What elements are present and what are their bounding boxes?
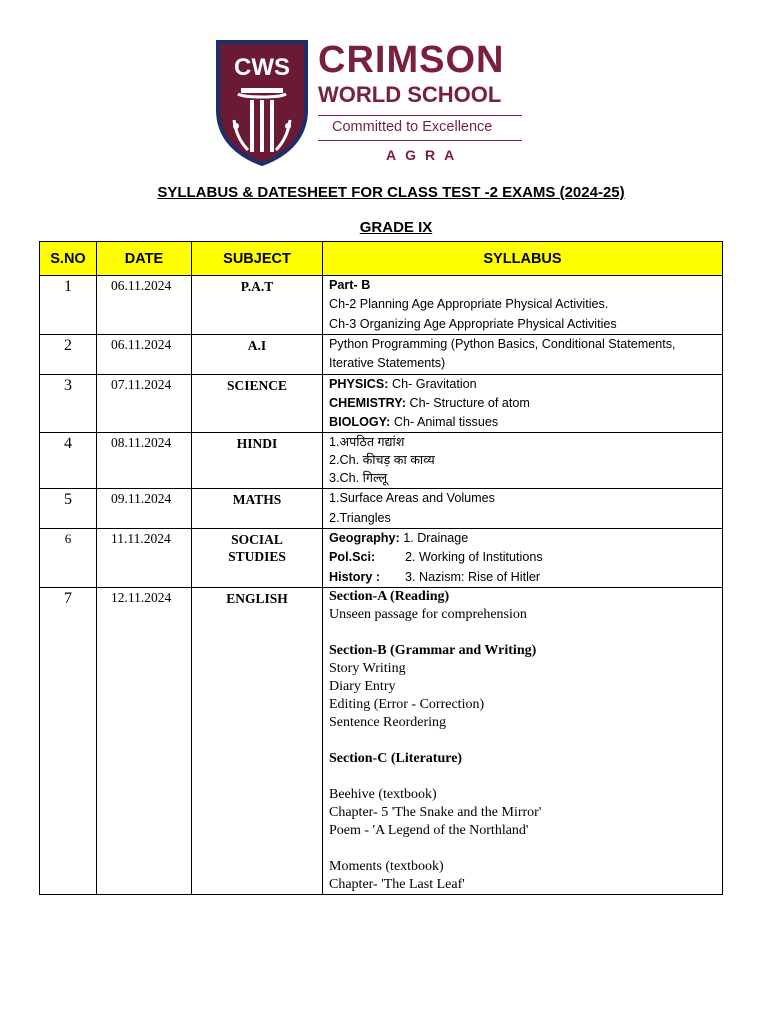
table-row	[40, 374, 723, 433]
row-sno: 5	[40, 489, 97, 529]
history-text: 3. Nazism: Rise of Hitler	[405, 569, 541, 584]
syllabus-line: 3.Ch. गिल्लू	[329, 471, 388, 486]
table-header-row	[40, 242, 723, 276]
row-date: 06.11.2024	[97, 335, 192, 375]
section-heading: Section-B (Grammar and Writing)	[329, 642, 537, 658]
crest-text: CWS	[234, 54, 290, 81]
school-logo	[214, 40, 534, 168]
section-heading: Section-A (Reading)	[329, 588, 450, 604]
header-sno: S.NO	[40, 242, 97, 276]
syllabus-line: Beehive (textbook)	[329, 786, 437, 802]
subject-line: SOCIAL	[231, 532, 283, 548]
datesheet-table	[39, 241, 723, 895]
biology-text: Ch- Animal tissues	[393, 415, 499, 430]
geography-label: Geography:	[329, 531, 400, 546]
row-syllabus	[323, 433, 723, 489]
table-row	[40, 276, 723, 335]
syllabus-line	[329, 394, 722, 413]
table-row	[40, 335, 723, 375]
syllabus-line: 1.अपठित गद्यांश	[329, 435, 405, 450]
row-syllabus	[323, 489, 723, 529]
syllabus-line	[329, 568, 722, 587]
header-date: DATE	[97, 242, 192, 276]
row-subject	[192, 529, 323, 588]
syllabus-line: Diary Entry	[329, 678, 396, 694]
table-row	[40, 587, 723, 894]
row-sno: 3	[40, 374, 97, 433]
header-subject: SUBJECT	[192, 242, 323, 276]
row-date: 07.11.2024	[97, 374, 192, 433]
syllabus-line: Part- B	[329, 278, 371, 292]
polsci-text: 2. Working of Institutions	[405, 550, 543, 565]
row-date: 11.11.2024	[97, 529, 192, 588]
syllabus-line: Moments (textbook)	[329, 858, 444, 874]
row-date: 09.11.2024	[97, 489, 192, 529]
row-date: 08.11.2024	[97, 433, 192, 489]
syllabus-line: Chapter- 5 'The Snake and the Mirror'	[329, 804, 542, 820]
row-syllabus	[323, 529, 723, 588]
history-label: History :	[329, 569, 381, 584]
row-syllabus	[323, 374, 723, 433]
school-tagline: Committed to Excellence	[332, 119, 493, 135]
subject-line: STUDIES	[228, 549, 286, 565]
row-subject: MATHS	[192, 489, 323, 529]
school-name-line2: WORLD SCHOOL	[318, 82, 502, 107]
school-name-line1: CRIMSON	[318, 39, 505, 81]
row-sno: 7	[40, 587, 97, 894]
row-date: 12.11.2024	[97, 587, 192, 894]
divider	[318, 140, 522, 141]
syllabus-line: 2.Triangles	[329, 510, 391, 525]
row-subject: P.A.T	[192, 276, 323, 335]
section-heading: Section-C (Literature)	[329, 750, 463, 766]
row-syllabus	[323, 587, 723, 894]
row-syllabus	[323, 276, 723, 335]
syllabus-line: Story Writing	[329, 660, 406, 676]
grade-heading: GRADE IX	[359, 219, 433, 236]
syllabus-line: Iterative Statements)	[329, 356, 446, 371]
row-sno: 2	[40, 335, 97, 375]
syllabus-line: 1.Surface Areas and Volumes	[329, 491, 495, 506]
row-subject: A.I	[192, 335, 323, 375]
syllabus-line: Poem - 'A Legend of the Northland'	[329, 822, 529, 838]
row-sno: 1	[40, 276, 97, 335]
syllabus-line	[329, 548, 722, 567]
table-row	[40, 529, 723, 588]
row-subject: SCIENCE	[192, 374, 323, 433]
syllabus-line: Ch-2 Planning Age Appropriate Physical Activities.	[329, 297, 609, 312]
school-crest-icon	[214, 40, 310, 166]
table-row	[40, 489, 723, 529]
table-row	[40, 433, 723, 489]
syllabus-line: Chapter- 'The Last Leaf'	[329, 876, 465, 892]
syllabus-line: Python Programming (Python Basics, Conditional Statements,	[329, 337, 676, 351]
syllabus-line: Editing (Error - Correction)	[329, 696, 485, 712]
syllabus-line	[329, 413, 722, 432]
geography-text: 1. Drainage	[403, 531, 469, 546]
school-city: AGRA	[386, 147, 464, 163]
divider	[318, 115, 522, 116]
syllabus-line: Unseen passage for comprehension	[329, 606, 527, 622]
syllabus-line: 2.Ch. कीचड़ का काव्य	[329, 453, 435, 468]
header-syllabus: SYLLABUS	[323, 242, 723, 276]
chemistry-text: Ch- Structure of atom	[409, 395, 530, 410]
row-subject: ENGLISH	[192, 587, 323, 894]
physics-text: Ch- Gravitation	[391, 376, 477, 391]
row-subject: HINDI	[192, 433, 323, 489]
polsci-label: Pol.Sci:	[329, 550, 376, 565]
row-date: 06.11.2024	[97, 276, 192, 335]
syllabus-line: Ch-3 Organizing Age Appropriate Physical Activities	[329, 316, 617, 331]
row-syllabus	[323, 335, 723, 375]
chemistry-label: CHEMISTRY:	[329, 395, 406, 410]
biology-label: BIOLOGY:	[329, 415, 391, 430]
row-sno: 6	[40, 529, 97, 588]
physics-label: PHYSICS:	[329, 376, 389, 391]
row-sno: 4	[40, 433, 97, 489]
syllabus-line	[329, 529, 722, 548]
document-title: SYLLABUS & DATESHEET FOR CLASS TEST -2 EXAMS (2024-25)	[157, 184, 625, 201]
syllabus-line: Sentence Reordering	[329, 714, 447, 730]
syllabus-line	[329, 375, 722, 394]
